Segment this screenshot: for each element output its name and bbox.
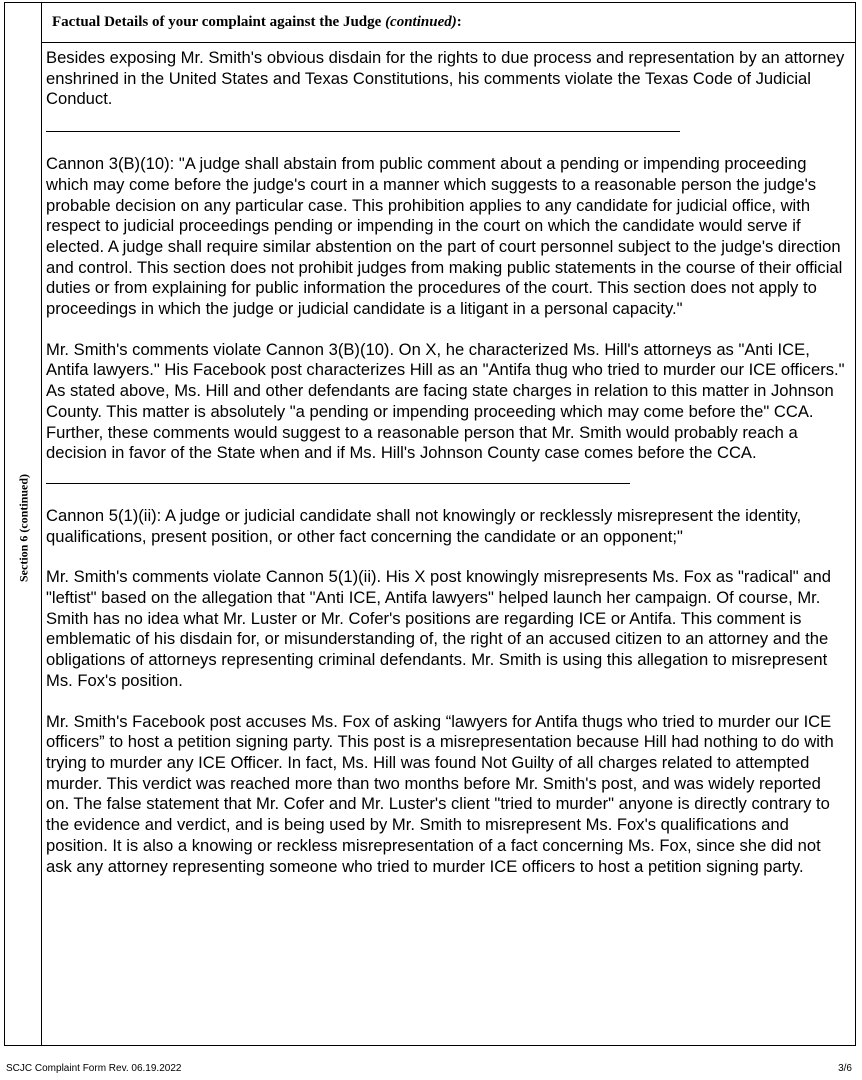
form-revision: SCJC Complaint Form Rev. 06.19.2022 <box>6 1063 182 1074</box>
paragraph-cannon-5-quote: Cannon 5(1)(ii): A judge or judicial candidate shall not knowingly or recklessly misrepresent the identity, qualifications, present position, or other fact concerning the candidate or an opponent;" <box>46 505 802 546</box>
paragraph-facebook-post: Mr. Smith's Facebook post accuses Ms. Fox of asking “lawyers for Antifa thugs who tried to murder our ICE officers” to host a petition signing party. This post is a misrepresentation because Hill had nothing to do with trying to murder any ICE Officer. In fact, Ms. Hill was found Not Guilty of all charges related to attempted murder. This verdict was reached more than two months before Mr. Smith's post, and was widely reported on. The false statement that Mr. Cofer and Mr. Luster's client "tried to murder" anyone is directly contrary to the evidence and verdict, and is being used by Mr. Smith to misrepresent Ms. Fox's qualifications and position. It is also a knowing or reckless misrepresentation of a fact concerning Ms. Fox, since she did not ask any attorney representing someone who tried to murder ICE officers to host a petition signing party. <box>46 711 834 876</box>
paragraph-cannon-5-violation: Mr. Smith's comments violate Cannon 5(1)(ii). His X post knowingly misrepresents Ms. Fox as "radical" and "leftist" based on the allegation that "Anti ICE, Antifa lawyers" helped launch her campaign. Of course, Mr. Smith has no idea what Mr. Luster or Mr. Cofer's positions are regarding ICE or Antifa. This comment is emblematic of his disdain for, or misunderstanding of, the right of an accused citizen to an attorney and the obligations of attorneys representing criminal defendants. Mr. Smith is using this allegation to misrepresent Ms. Fox's position. <box>46 567 831 690</box>
page-number: 3/6 <box>838 1063 852 1074</box>
complaint-text-body <box>46 48 846 877</box>
section-side-label-column <box>5 3 42 1045</box>
header-continued: (continued) <box>385 14 457 30</box>
paragraph-intro: Besides exposing Mr. Smith's obvious disdain for the rights to due process and representation by an attorney enshrined in the United States and Texas Constitutions, his comments violate the Texas Code of Judicial Conduct. <box>46 48 845 109</box>
header-title: Factual Details of your complaint against the Judge <box>52 14 382 30</box>
paragraph-cannon-3b10-violation: Mr. Smith's comments violate Cannon 3(B)(10). On X, he characterized Ms. Hill's attorneys as "Anti ICE, Antifa lawyers." His Facebook post characterizes Hill as an "Antifa thug who tried to murder our ICE officers." As stated above, Ms. Hill and other defendants are facing state charges in relation to this matter in Johnson County. This matter is absolutely "a pending or impending proceeding which may come before the" CCA. Further, these comments would suggest to a reasonable person that Mr. Smith would probably reach a decision in favor of the State when and if Ms. Hill's Johnson County case comes before the CCA. <box>46 339 845 463</box>
section-label: Section 6 (continued) <box>16 474 31 582</box>
header-colon: : <box>456 14 462 30</box>
section-header <box>42 3 855 43</box>
paragraph-cannon-3b10-quote: Cannon 3(B)(10): "A judge shall abstain from public comment about a pending or impending proceeding which may come before the judge's court in a manner which suggests to a reasonable person the judge's probable decision on any particular case. This prohibition applies to any candidate for judicial office, with respect to judicial proceedings pending or impending in the court on which the candidate would serve if elected. A judge shall require similar abstention on the part of court personnel subject to the judge's direction and control. This section does not prohibit judges from making public statements in the course of their official duties or from explaining for public information the procedures of the court. This section does not apply to proceedings in which the judge or judicial candidate is a litigant in a personal capacity." <box>46 154 843 319</box>
